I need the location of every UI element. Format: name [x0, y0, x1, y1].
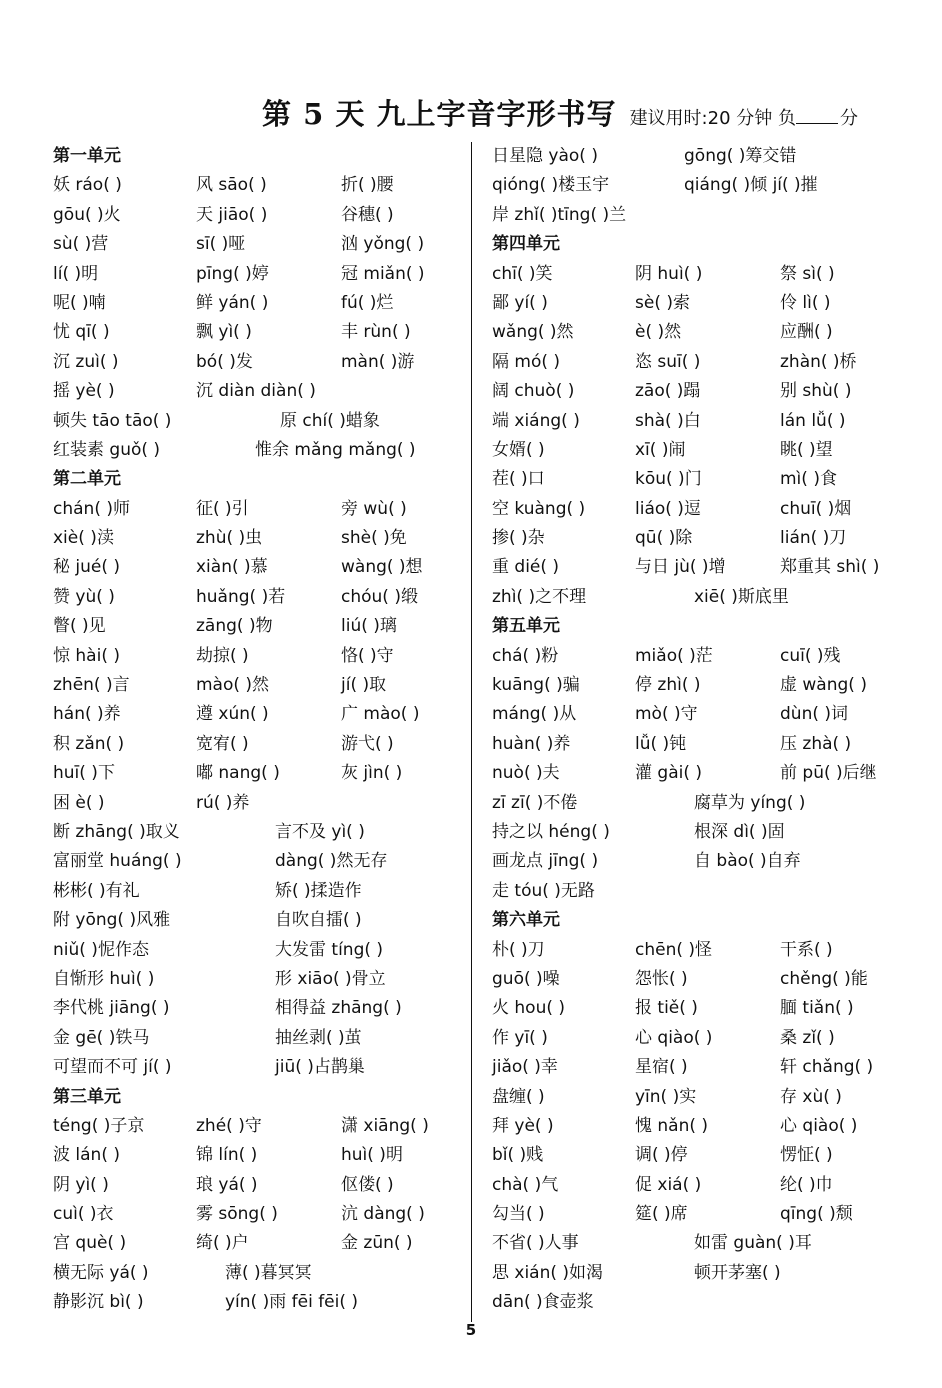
- exercise-item: 谷穗( ): [341, 204, 394, 225]
- exercise-item: 困 è( ): [53, 792, 105, 813]
- exercise-row: [492, 465, 912, 494]
- exercise-row: [53, 318, 465, 347]
- score-blank: [796, 109, 838, 124]
- exercise-item: bó( )发: [196, 351, 253, 372]
- exercise-item: 积 zǎn( ): [53, 733, 125, 754]
- exercise-item: miǎo( )茫: [635, 645, 713, 666]
- exercise-item: 干系( ): [780, 939, 833, 960]
- exercise-row: [53, 583, 465, 612]
- exercise-item: 瞥( )见: [53, 616, 106, 637]
- exercise-item: 呢( )喃: [53, 292, 106, 313]
- page-title: [262, 92, 858, 133]
- exercise-item: chóu( )缎: [341, 586, 418, 607]
- exercise-item: mào( )然: [196, 675, 270, 696]
- exercise-item: yín( )雨 fēi fēi( ): [225, 1292, 359, 1313]
- exercise-item: 原 chí( )蜡象: [280, 410, 380, 431]
- exercise-item: kōu( )门: [635, 469, 702, 490]
- exercise-item: 彬彬( )有礼: [53, 880, 140, 901]
- exercise-item: 赞 yù( ): [53, 586, 115, 607]
- exercise-item: 茬( )口: [492, 469, 545, 490]
- exercise-row: [492, 495, 912, 524]
- exercise-row: [492, 407, 912, 436]
- exercise-item: 劫掠( ): [196, 645, 249, 666]
- exercise-item: mò( )守: [635, 704, 698, 725]
- exercise-item: lán lǚ( ): [780, 410, 846, 431]
- exercise-row: [492, 818, 912, 847]
- exercise-item: jiǎo( )幸: [492, 1057, 558, 1078]
- exercise-item: 恣 suī( ): [635, 351, 701, 372]
- exercise-item: 自惭形 huì( ): [53, 968, 155, 989]
- exercise-item: 眺( )望: [780, 439, 833, 460]
- exercise-item: jiū( )占鹊巢: [275, 1057, 365, 1078]
- exercise-row: [53, 1053, 465, 1082]
- exercise-item: chī( )笑: [492, 263, 553, 284]
- exercise-item: 顿失 tāo tāo( ): [53, 410, 172, 431]
- exercise-row: [492, 553, 912, 582]
- exercise-item: chà( )气: [492, 1174, 559, 1195]
- exercise-item: qīng( )颓: [780, 1204, 853, 1225]
- exercise-row: [492, 1259, 912, 1288]
- exercise-item: 妖 ráo( ): [53, 175, 122, 196]
- exercise-item: 沉 diàn diàn( ): [196, 381, 316, 402]
- exercise-item: 掺( )杂: [492, 528, 545, 549]
- exercise-item: 飘 yì( ): [196, 322, 252, 343]
- exercise-item: 宫 què( ): [53, 1233, 127, 1254]
- exercise-item: pīng( )婷: [196, 263, 269, 284]
- exercise-item: 惊 hài( ): [53, 645, 120, 666]
- exercise-row: [492, 1141, 912, 1170]
- exercise-item: 走 tóu( )无路: [492, 880, 595, 901]
- exercise-item: 相得益 zhāng( ): [275, 998, 402, 1019]
- exercise-item: bǐ( )贱: [492, 1145, 544, 1166]
- exercise-item: 金 gē( )铁马: [53, 1027, 150, 1048]
- exercise-item: 思 xián( )如渴: [492, 1262, 604, 1283]
- exercise-item: 绮( )户: [196, 1233, 249, 1254]
- unit-heading-text: 第六单元: [492, 910, 560, 931]
- exercise-item: sù( )营: [53, 234, 109, 255]
- exercise-row: [53, 1112, 465, 1141]
- exercise-item: 火 hou( ): [492, 998, 566, 1019]
- exercise-item: xiē( )斯底里: [694, 586, 789, 607]
- exercise-item: 可望而不可 jí( ): [53, 1057, 172, 1078]
- exercise-item: è( )然: [635, 322, 682, 343]
- exercise-row: [492, 994, 912, 1023]
- exercise-item: 自吹自擂( ): [275, 910, 362, 931]
- exercise-item: zhù( )虫: [196, 528, 263, 549]
- exercise-row: [53, 877, 465, 906]
- exercise-row: [53, 260, 465, 289]
- exercise-item: gōu( )火: [53, 204, 121, 225]
- exercise-item: 持之以 héng( ): [492, 821, 610, 842]
- exercise-row: [53, 553, 465, 582]
- exercise-row: [53, 1024, 465, 1053]
- exercise-row: [53, 759, 465, 788]
- exercise-row: [492, 642, 912, 671]
- exercise-item: màn( )游: [341, 351, 415, 372]
- exercise-item: 与日 jù( )增: [635, 557, 726, 578]
- exercise-row: [53, 201, 465, 230]
- exercise-item: 灰 jìn( ): [341, 763, 403, 784]
- exercise-item: chěng( )能: [780, 968, 868, 989]
- exercise-row: [492, 965, 912, 994]
- exercise-item: 鲜 yán( ): [196, 292, 269, 313]
- exercise-item: 桑 zǐ( ): [780, 1027, 835, 1048]
- exercise-item: 腐草为 yíng( ): [694, 792, 806, 813]
- exercise-item: chán( )师: [53, 498, 130, 519]
- exercise-row: [492, 1171, 912, 1200]
- exercise-row: [53, 642, 465, 671]
- exercise-item: 画龙点 jīng( ): [492, 851, 599, 872]
- exercise-item: lí( )明: [53, 263, 99, 284]
- exercise-item: 怨怅( ): [635, 968, 688, 989]
- exercise-item: rú( )养: [196, 792, 250, 813]
- exercise-row: [492, 1288, 912, 1317]
- exercise-item: 祭 sì( ): [780, 263, 835, 284]
- unit-heading-text: 第一单元: [53, 146, 121, 166]
- exercise-item: 前 pū( )后继: [780, 763, 877, 784]
- exercise-item: 天 jiāo( ): [196, 204, 268, 225]
- exercise-item: 阴 huì( ): [635, 263, 703, 284]
- column-divider: [471, 142, 472, 1322]
- exercise-item: 端 xiáng( ): [492, 410, 580, 431]
- exercise-row: [53, 1200, 465, 1229]
- exercise-item: 压 zhà( ): [780, 733, 852, 754]
- exercise-item: 锦 lín( ): [196, 1145, 258, 1166]
- right-column: [492, 142, 912, 1318]
- exercise-item: dān( )食壶浆: [492, 1292, 594, 1313]
- exercise-item: jí( )取: [341, 675, 387, 696]
- exercise-item: 如雷 guàn( )耳: [694, 1233, 812, 1254]
- exercise-item: chá( )粉: [492, 645, 559, 666]
- exercise-row: [492, 524, 912, 553]
- exercise-item: huàn( )养: [492, 733, 571, 754]
- exercise-row: [53, 1171, 465, 1200]
- exercise-row: [492, 1053, 912, 1082]
- exercise-item: 摇 yè( ): [53, 381, 115, 402]
- exercise-item: guō( )噪: [492, 968, 560, 989]
- exercise-item: hán( )养: [53, 704, 121, 725]
- exercise-row: [492, 936, 912, 965]
- exercise-item: 忧 qī( ): [53, 322, 110, 343]
- exercise-item: qiáng( )倾 jí( )摧: [684, 175, 818, 196]
- exercise-row: [53, 289, 465, 318]
- exercise-item: 伛偻( ): [341, 1174, 394, 1195]
- exercise-item: qióng( )楼玉宇: [492, 175, 610, 196]
- suggested-time: 建议用时:20 分钟 负: [629, 108, 796, 129]
- exercise-item: 沉 zuì( ): [53, 351, 119, 372]
- exercise-item: 矫( )揉造作: [275, 880, 362, 901]
- exercise-item: 愣怔( ): [780, 1145, 833, 1166]
- exercise-item: 朴( )刀: [492, 939, 545, 960]
- exercise-item: 大发雷 tíng( ): [275, 939, 384, 960]
- exercise-row: [53, 377, 465, 406]
- unit-heading: [53, 1083, 465, 1112]
- exercise-item: zī zī( )不倦: [492, 792, 578, 813]
- left-column: [53, 142, 465, 1318]
- exercise-item: 星宿( ): [635, 1057, 688, 1078]
- exercise-row: [492, 377, 912, 406]
- exercise-item: huǎng( )若: [196, 586, 286, 607]
- exercise-row: [53, 612, 465, 641]
- exercise-item: 抽丝剥( )茧: [275, 1027, 362, 1048]
- exercise-item: 附 yōng( )风雅: [53, 910, 171, 931]
- exercise-item: 勾当( ): [492, 1204, 545, 1225]
- exercise-item: 游弋( ): [341, 733, 394, 754]
- exercise-item: 愧 nǎn( ): [635, 1115, 709, 1136]
- unit-heading-text: 第五单元: [492, 616, 560, 637]
- exercise-item: 冠 miǎn( ): [341, 263, 425, 284]
- exercise-row: [53, 171, 465, 200]
- exercise-item: 应酬( ): [780, 322, 833, 343]
- exercise-row: [492, 171, 912, 200]
- exercise-item: 横无际 yá( ): [53, 1262, 149, 1283]
- exercise-item: 郑重其 shì( ): [780, 557, 880, 578]
- exercise-item: 纶( )巾: [780, 1174, 833, 1195]
- exercise-item: xiàn( )慕: [196, 557, 268, 578]
- exercise-row: [492, 260, 912, 289]
- exercise-item: 李代桃 jiāng( ): [53, 998, 170, 1019]
- exercise-row: [492, 847, 912, 876]
- exercise-item: 隔 mó( ): [492, 351, 561, 372]
- exercise-row: [53, 671, 465, 700]
- exercise-item: zhēn( )言: [53, 675, 130, 696]
- exercise-item: niǔ( )怩作态: [53, 939, 149, 960]
- exercise-item: 折( )腰: [341, 175, 394, 196]
- exercise-item: wǎng( )然: [492, 322, 574, 343]
- exercise-row: [492, 348, 912, 377]
- exercise-item: 遵 xún( ): [196, 704, 269, 725]
- exercise-item: 心 qiào( ): [635, 1027, 713, 1048]
- exercise-item: zāo( )蹋: [635, 381, 701, 402]
- exercise-item: kuāng( )骗: [492, 675, 580, 696]
- page-number: 5: [465, 1321, 477, 1339]
- exercise-item: 调( )停: [635, 1145, 688, 1166]
- exercise-item: máng( )从: [492, 704, 577, 725]
- unit-heading: [53, 465, 465, 494]
- exercise-row: [492, 142, 912, 171]
- exercise-row: [53, 906, 465, 935]
- exercise-row: [53, 789, 465, 818]
- exercise-row: [492, 318, 912, 347]
- exercise-item: sè( )索: [635, 292, 690, 313]
- exercise-row: [53, 1141, 465, 1170]
- exercise-item: zāng( )物: [196, 616, 273, 637]
- exercise-row: [492, 1200, 912, 1229]
- exercise-item: liáo( )逗: [635, 498, 701, 519]
- exercise-item: 心 qiào( ): [780, 1115, 858, 1136]
- exercise-item: huì( )明: [341, 1145, 403, 1166]
- exercise-item: yīn( )实: [635, 1086, 697, 1107]
- exercise-item: 阴 yì( ): [53, 1174, 109, 1195]
- exercise-item: 琅 yá( ): [196, 1174, 258, 1195]
- unit-heading: [492, 906, 912, 935]
- exercise-item: shà( )白: [635, 410, 701, 431]
- exercise-row: [492, 1083, 912, 1112]
- exercise-item: 筵( )席: [635, 1204, 688, 1225]
- unit-heading: [492, 230, 912, 259]
- exercise-row: [492, 1229, 912, 1258]
- exercise-item: 重 dié( ): [492, 557, 560, 578]
- unit-heading-text: 第三单元: [53, 1086, 121, 1107]
- unit-heading: [492, 612, 912, 641]
- exercise-item: 盘缠( ): [492, 1086, 545, 1107]
- exercise-item: 征( )引: [196, 498, 249, 519]
- exercise-item: 金 zūn( ): [341, 1233, 413, 1254]
- exercise-row: [53, 524, 465, 553]
- exercise-row: [492, 583, 912, 612]
- exercise-item: xiè( )渎: [53, 528, 114, 549]
- exercise-row: [492, 730, 912, 759]
- exercise-row: [53, 348, 465, 377]
- exercise-row: [53, 1259, 465, 1288]
- unit-heading-text: 第二单元: [53, 469, 121, 490]
- exercise-item: cuì( )衣: [53, 1204, 114, 1225]
- exercise-item: nuò( )夫: [492, 763, 560, 784]
- exercise-item: 虚 wàng( ): [780, 675, 867, 696]
- exercise-row: [53, 847, 465, 876]
- exercise-item: 拜 yè( ): [492, 1115, 554, 1136]
- exercise-item: 岸 zhǐ( )tīng( )兰: [492, 204, 627, 225]
- exercise-row: [53, 230, 465, 259]
- exercise-row: [53, 818, 465, 847]
- exercise-item: huī( )下: [53, 763, 115, 784]
- exercise-row: [53, 965, 465, 994]
- exercise-item: 秘 jué( ): [53, 557, 121, 578]
- exercise-item: wàng( )想: [341, 557, 423, 578]
- exercise-item: 言不及 yì( ): [275, 821, 365, 842]
- exercise-item: 顿开茅塞( ): [694, 1262, 781, 1283]
- exercise-item: 雾 sōng( ): [196, 1204, 278, 1225]
- exercise-item: 嘟 nang( ): [196, 763, 280, 784]
- exercise-row: [53, 936, 465, 965]
- exercise-row: [53, 407, 465, 436]
- exercise-item: 空 kuàng( ): [492, 498, 586, 519]
- exercise-item: mì( )食: [780, 469, 837, 490]
- exercise-item: 伶 lì( ): [780, 292, 831, 313]
- exercise-item: lǚ( )钝: [635, 733, 687, 754]
- exercise-item: 停 zhì( ): [635, 675, 701, 696]
- exercise-item: dùn( )词: [780, 704, 849, 725]
- exercise-item: liú( )璃: [341, 616, 397, 637]
- exercise-item: zhàn( )桥: [780, 351, 857, 372]
- exercise-row: [53, 700, 465, 729]
- exercise-item: 惟余 mǎng mǎng( ): [255, 439, 416, 460]
- exercise-item: 汹 yǒng( ): [341, 234, 425, 255]
- exercise-item: 别 shù( ): [780, 381, 852, 402]
- exercise-item: qū( )除: [635, 528, 693, 549]
- exercise-item: 沆 dàng( ): [341, 1204, 425, 1225]
- exercise-item: 旁 wù( ): [341, 498, 407, 519]
- exercise-item: gōng( )筹交错: [684, 146, 797, 166]
- exercise-item: 报 tiě( ): [635, 998, 698, 1019]
- exercise-row: [492, 700, 912, 729]
- exercise-item: 红装素 guǒ( ): [53, 439, 161, 460]
- exercise-item: 形 xiāo( )骨立: [275, 968, 386, 989]
- exercise-row: [492, 759, 912, 788]
- exercise-row: [492, 289, 912, 318]
- exercise-item: 丰 rùn( ): [341, 322, 411, 343]
- exercise-item: 腼 tiǎn( ): [780, 998, 854, 1019]
- exercise-item: 阔 chuò( ): [492, 381, 575, 402]
- exercise-item: 富丽堂 huáng( ): [53, 851, 182, 872]
- exercise-item: xī( )闹: [635, 439, 686, 460]
- exercise-item: shè( )免: [341, 528, 407, 549]
- exercise-item: cuī( )残: [780, 645, 841, 666]
- exercise-item: 宽宥( ): [196, 733, 249, 754]
- score-unit: 分: [839, 108, 858, 129]
- exercise-item: 不省( )人事: [492, 1233, 579, 1254]
- unit-heading-text: 第四单元: [492, 234, 560, 255]
- exercise-row: [492, 201, 912, 230]
- exercise-item: fú( )烂: [341, 292, 394, 313]
- exercise-item: 广 mào( ): [341, 704, 420, 725]
- exercise-item: 日星隐 yào( ): [492, 146, 598, 166]
- exercise-item: 薄( )暮冥冥: [225, 1262, 312, 1283]
- exercise-item: 恪( )守: [341, 645, 394, 666]
- exercise-row: [53, 436, 465, 465]
- exercise-row: [492, 436, 912, 465]
- exercise-item: lián( )刀: [780, 528, 847, 549]
- exercise-row: [53, 730, 465, 759]
- exercise-item: zhé( )守: [196, 1115, 262, 1136]
- exercise-item: 轩 chǎng( ): [780, 1057, 874, 1078]
- exercise-item: dàng( )然无存: [275, 851, 388, 872]
- exercise-item: 自 bào( )自弃: [694, 851, 801, 872]
- exercise-row: [53, 1229, 465, 1258]
- exercise-item: 断 zhāng( )取义: [53, 821, 180, 842]
- exercise-item: 作 yī( ): [492, 1027, 548, 1048]
- exercise-row: [492, 1024, 912, 1053]
- exercise-item: 存 xù( ): [780, 1086, 842, 1107]
- exercise-row: [492, 671, 912, 700]
- exercise-row: [492, 789, 912, 818]
- exercise-item: zhì( )之不理: [492, 586, 587, 607]
- exercise-row: [492, 1112, 912, 1141]
- exercise-row: [492, 877, 912, 906]
- exercise-item: 潇 xiāng( ): [341, 1115, 429, 1136]
- exercise-item: 风 sāo( ): [196, 175, 267, 196]
- exercise-item: 波 lán( ): [53, 1145, 120, 1166]
- title-text: 第 5 天 九上字音字形书写: [262, 97, 617, 131]
- exercise-item: chēn( )怪: [635, 939, 713, 960]
- exercise-item: 根深 dì( )固: [694, 821, 785, 842]
- exercise-row: [53, 994, 465, 1023]
- unit-heading: [53, 142, 465, 171]
- exercise-item: 鄙 yí( ): [492, 292, 548, 313]
- exercise-row: [53, 1288, 465, 1317]
- exercise-item: 灌 gài( ): [635, 763, 703, 784]
- exercise-item: chuī( )烟: [780, 498, 852, 519]
- exercise-item: sī( )哑: [196, 234, 246, 255]
- exercise-item: 静影沉 bì( ): [53, 1292, 144, 1313]
- exercise-item: téng( )子京: [53, 1115, 145, 1136]
- exercise-item: 促 xiá( ): [635, 1174, 702, 1195]
- exercise-row: [53, 495, 465, 524]
- exercise-item: 女婿( ): [492, 439, 545, 460]
